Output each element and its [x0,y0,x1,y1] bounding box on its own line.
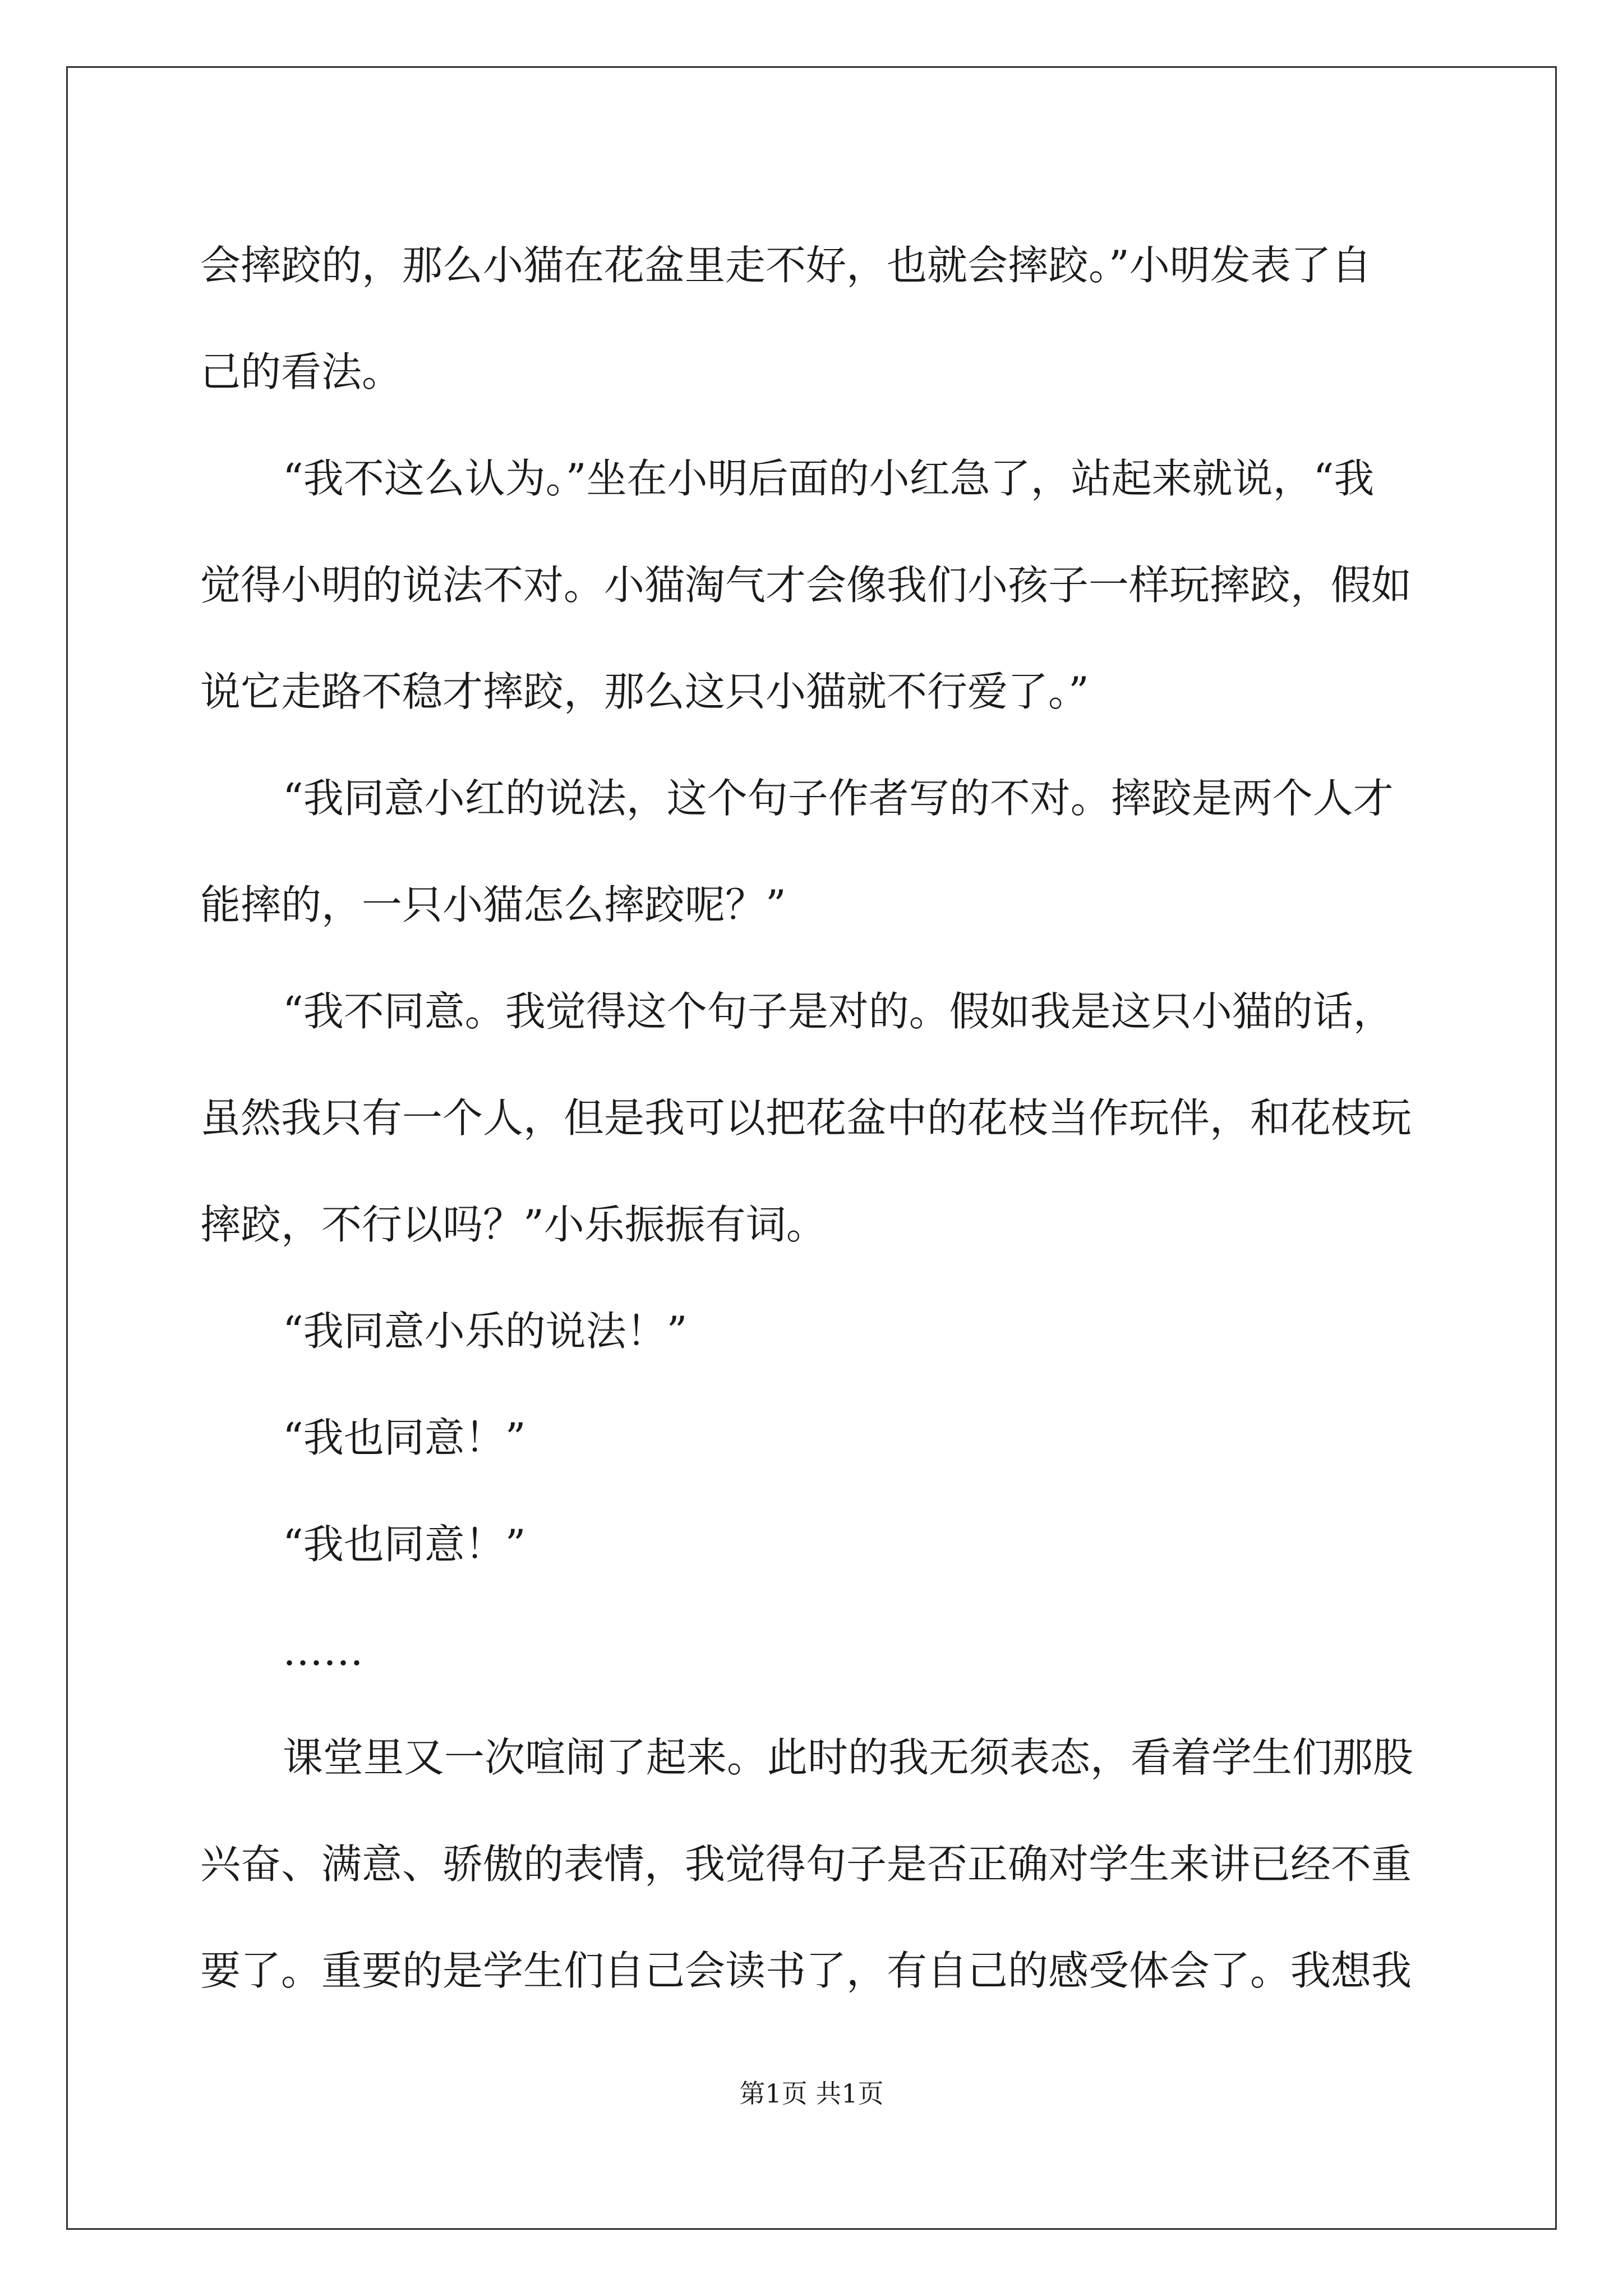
text-line-14: …… [283,1627,363,1674]
text-line-10: 摔跤，不行以吗？”小乐振振有词。 [200,1201,827,1248]
page-number: 第1页 共1页 [739,2078,884,2109]
text-line-13: “我也同意！” [283,1521,526,1568]
document-body [200,212,1423,2024]
text-line-3: “我不这么认为。”坐在小明后面的小红急了，站起来就说，“我 [283,455,1375,502]
text-line-16: 兴奋、满意、骄傲的表情，我觉得句子是否正确对学生来讲已经不重 [200,1841,1412,1888]
text-line-8: “我不同意。我觉得这个句子是对的。假如我是这只小猫的话， [283,988,1394,1035]
text-line-4: 觉得小明的说法不对。小猫淘气才会像我们小孩子一样玩摔跤，假如 [200,562,1412,609]
text-line-2: 己的看法。 [200,348,403,395]
text-line-15: 课堂里又一次喧闹了起来。此时的我无须表态，看着学生们那股 [283,1734,1414,1781]
text-line-9: 虽然我只有一个人，但是我可以把花盆中的花枝当作玩伴，和花枝玩 [200,1094,1412,1142]
text-line-1: 会摔跤的，那么小猫在花盆里走不好，也就会摔跤。”小明发表了自 [200,242,1372,289]
text-line-12: “我也同意！” [283,1414,526,1461]
text-line-6: “我同意小红的说法，这个句子作者写的不对。摔跤是两个人才 [283,775,1394,822]
text-line-17: 要了。重要的是学生们自己会读书了，有自己的感受体会了。我想我 [200,1947,1412,1994]
text-line-7: 能摔的，一只小猫怎么摔跤呢？” [200,881,786,928]
text-line-5: 说它走路不稳才摔跤，那么这只小猫就不行爱了。” [200,668,1089,715]
text-line-11: “我同意小乐的说法！” [283,1308,688,1355]
